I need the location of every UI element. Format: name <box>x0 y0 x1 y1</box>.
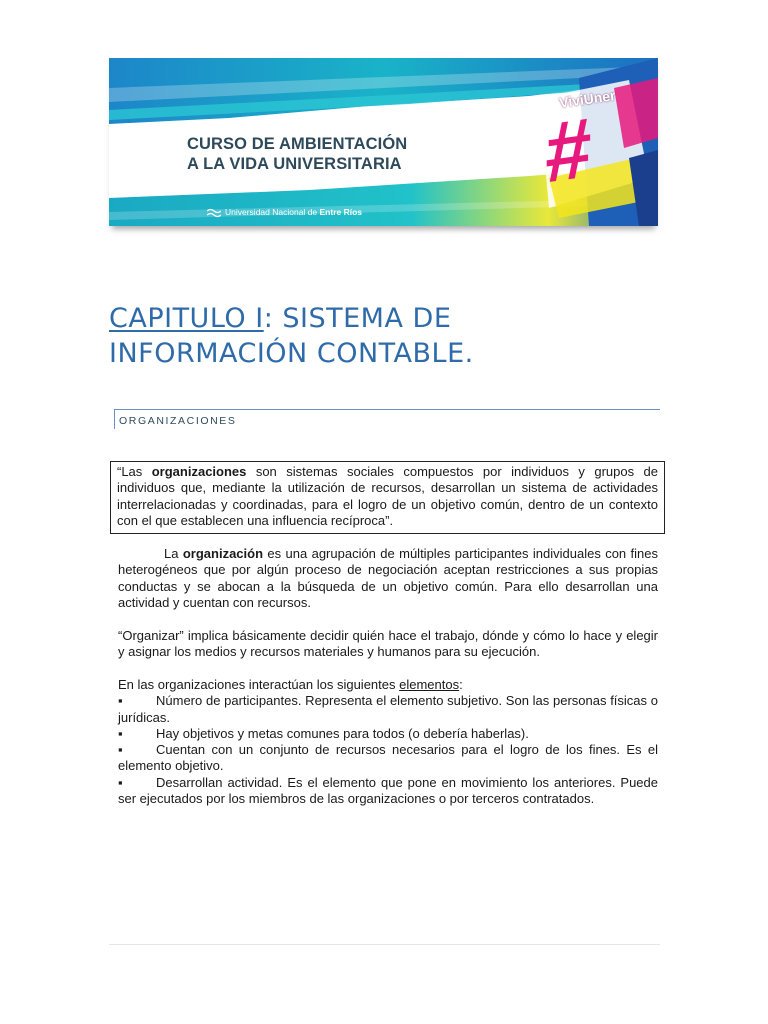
list-item: ▪ Cuentan con un conjunto de recursos necesarios para el logro de los fines. Es el elemento objetivo. <box>118 742 658 774</box>
list-item: ▪ Desarrollan actividad. Es el elemento que pone en movimiento los anteriores. Puede ser ejecutados por los miembros de las organizaciones o por terceros contratados. <box>118 774 658 807</box>
list-item: ▪ Número de participantes. Representa el elemento subjetivo. Son las personas físicas o jurídicas. <box>118 693 658 725</box>
chapter-number: CAPITULO I <box>109 303 264 334</box>
course-banner <box>109 58 658 226</box>
elementos-link: elementos <box>399 677 460 692</box>
banner-title <box>187 134 407 174</box>
university-name: Universidad Nacional de Entre Ríos <box>225 207 363 217</box>
bullet-icon: ▪ <box>118 725 123 741</box>
banner-title-line2: A LA VIDA UNIVERSITARIA <box>187 155 402 173</box>
bullet-icon: ▪ <box>118 742 123 758</box>
bullet-icon: ▪ <box>118 693 123 709</box>
paragraph-organizacion: La organización es una agrupación de múltiples participantes individuales con fines heterogéneos que por algún proceso de negociación aceptan restricciones a sus propias conductas y se abocan a la búsqueda de un objetivo común. Para ello desarrollan una actividad y cuentan con recursos. <box>118 546 658 610</box>
chapter-heading <box>109 301 669 371</box>
term-organizaciones: organizaciones <box>151 464 247 479</box>
term-organizacion: organización <box>182 546 264 561</box>
hash-symbol: # <box>545 99 592 201</box>
elements-intro: En las organizaciones interactúan los siguientes elementos: <box>118 677 463 692</box>
chapter-title-part2: INFORMACIÓN CONTABLE. <box>109 338 474 369</box>
definition-box: “Las organizaciones son sistemas sociales compuestos por individuos y grupos de individuos que, mediante la utilización de recursos, desarrollan un sistema de actividades interrelacionadas y coordinadas, para el logro de un objetivo común, dentro de un contexto con el que establecen una influencia recíproca”. <box>110 461 665 534</box>
banner-title-line1: CURSO DE AMBIENTACIÓN <box>187 135 408 153</box>
paragraph-organizar: “Organizar” implica básicamente decidir quién hace el trabajo, dónde y cómo lo hace y elegir y asignar los medios y recursos materiales y humanos para su ejecución. <box>118 628 658 660</box>
section-heading: ORGANIZACIONES <box>119 415 237 427</box>
list-item: ▪ Hay objetivos y metas comunes para todos (o debería haberlas). <box>118 725 529 741</box>
chapter-title-part1: : SISTEMA DE <box>263 303 452 334</box>
section-marker <box>114 409 115 429</box>
waves-logo-icon <box>207 208 221 218</box>
bullet-icon: ▪ <box>118 774 123 790</box>
footer-rule <box>109 944 660 945</box>
elements-list <box>118 677 658 807</box>
section-rule <box>114 409 660 410</box>
hashtag-label: ViviUner <box>558 87 617 111</box>
